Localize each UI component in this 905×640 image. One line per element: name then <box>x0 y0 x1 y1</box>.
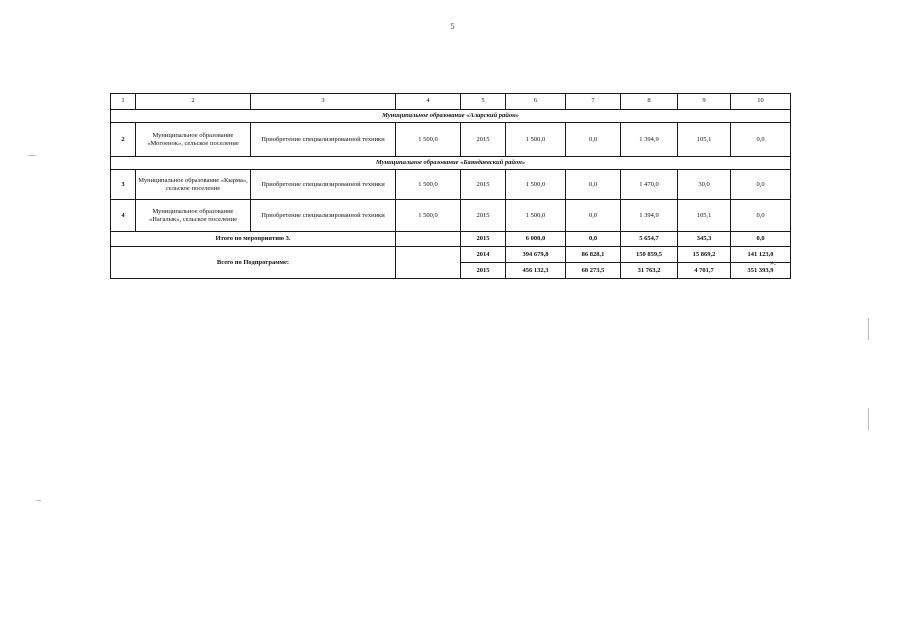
row-municipality-name: Муниципальное образование «Могоенок», сельское поселение <box>136 123 251 157</box>
row-col10: 0,0 <box>731 123 791 157</box>
row-col9: 105,1 <box>678 123 731 157</box>
row-col10: 0,0 <box>731 170 791 200</box>
table-section-header <box>111 110 791 123</box>
subtotal-col10: 0,0 <box>731 232 791 247</box>
row-col5: 2015 <box>461 170 506 200</box>
table-row <box>111 170 791 200</box>
row-col4: 1 500,0 <box>396 123 461 157</box>
row-col7: 0,0 <box>566 170 621 200</box>
col-num-9: 9 <box>678 94 731 110</box>
row-municipality-name: Муниципальное образование «Кырма», сельское поселение <box>136 170 251 200</box>
col-num-1: 1 <box>111 94 136 110</box>
subtotal-label: Итого по мероприятию 3. <box>111 232 396 247</box>
table-row-subtotal <box>111 232 791 247</box>
col-num-2: 2 <box>136 94 251 110</box>
page-number: 5 <box>450 22 455 31</box>
row-municipality-name: Муниципальное образование «Нагалык», сельское поселение <box>136 200 251 232</box>
col-num-8: 8 <box>621 94 678 110</box>
col-num-7: 7 <box>566 94 621 110</box>
row-number: 4 <box>111 200 136 232</box>
subtotal-col6: 6 000,0 <box>506 232 566 247</box>
table-row-grand-total <box>111 247 791 263</box>
col-num-5: 5 <box>461 94 506 110</box>
margin-tick-left-lower <box>36 500 41 501</box>
subtotal-col8: 5 654,7 <box>621 232 678 247</box>
row-number: 2 <box>111 123 136 157</box>
row-col8: 1 394,9 <box>621 200 678 232</box>
grand-total-2015-col8: 31 763,2 <box>621 263 678 279</box>
row-col5: 2015 <box>461 200 506 232</box>
closing-quote-mark: ». <box>770 258 776 267</box>
table-section-header <box>111 157 791 170</box>
grand-total-2014-col5: 2014 <box>461 247 506 263</box>
grand-total-2015-col10: 351 393,9 <box>731 263 791 279</box>
table-row <box>111 200 791 232</box>
row-col10: 0,0 <box>731 200 791 232</box>
grand-total-2015-col6: 456 132,3 <box>506 263 566 279</box>
grand-total-2015-col9: 4 701,7 <box>678 263 731 279</box>
subtotal-col9: 345,3 <box>678 232 731 247</box>
grand-total-2014-col6: 394 679,8 <box>506 247 566 263</box>
row-col6: 1 500,0 <box>506 200 566 232</box>
grand-total-2014-col9: 15 869,2 <box>678 247 731 263</box>
funding-table-container <box>110 93 774 279</box>
row-col6: 1 500,0 <box>506 170 566 200</box>
row-col8: 1 470,0 <box>621 170 678 200</box>
table-row-column-numbers <box>111 94 791 110</box>
subtotal-col7: 0,0 <box>566 232 621 247</box>
row-col4: 1 500,0 <box>396 200 461 232</box>
grand-total-2014-col7: 86 828,1 <box>566 247 621 263</box>
section-title-bayandaevsky: Муниципальное образование «Баяндаевский район» <box>111 157 791 170</box>
margin-tick-right-lower <box>868 408 869 430</box>
subtotal-col5: 2015 <box>461 232 506 247</box>
col-num-6: 6 <box>506 94 566 110</box>
grand-total-col4 <box>396 247 461 279</box>
row-col9: 30,0 <box>678 170 731 200</box>
row-measure: Приобретение специализированной техники <box>251 200 396 232</box>
row-col8: 1 394,9 <box>621 123 678 157</box>
col-num-10: 10 <box>731 94 791 110</box>
row-measure: Приобретение специализированной техники <box>251 170 396 200</box>
grand-total-2015-col7: 68 273,5 <box>566 263 621 279</box>
row-col6: 1 500,0 <box>506 123 566 157</box>
margin-tick-right-upper <box>868 318 869 340</box>
row-col4: 1 500,0 <box>396 170 461 200</box>
grand-total-2014-col10: 141 123,0 <box>731 247 791 263</box>
section-title-alarsky: Муниципальное образование «Аларский район» <box>111 110 791 123</box>
row-col9: 105,1 <box>678 200 731 232</box>
subtotal-col4 <box>396 232 461 247</box>
col-num-4: 4 <box>396 94 461 110</box>
row-col7: 0,0 <box>566 200 621 232</box>
row-measure: Приобретение специализированной техники <box>251 123 396 157</box>
funding-table <box>110 93 791 279</box>
row-col7: 0,0 <box>566 123 621 157</box>
grand-total-label: Всего по Подпрограмме: <box>111 247 396 279</box>
col-num-3: 3 <box>251 94 396 110</box>
row-col5: 2015 <box>461 123 506 157</box>
table-row <box>111 123 791 157</box>
grand-total-2015-col5: 2015 <box>461 263 506 279</box>
margin-tick-left <box>28 155 36 156</box>
grand-total-2014-col8: 150 859,5 <box>621 247 678 263</box>
row-number: 3 <box>111 170 136 200</box>
